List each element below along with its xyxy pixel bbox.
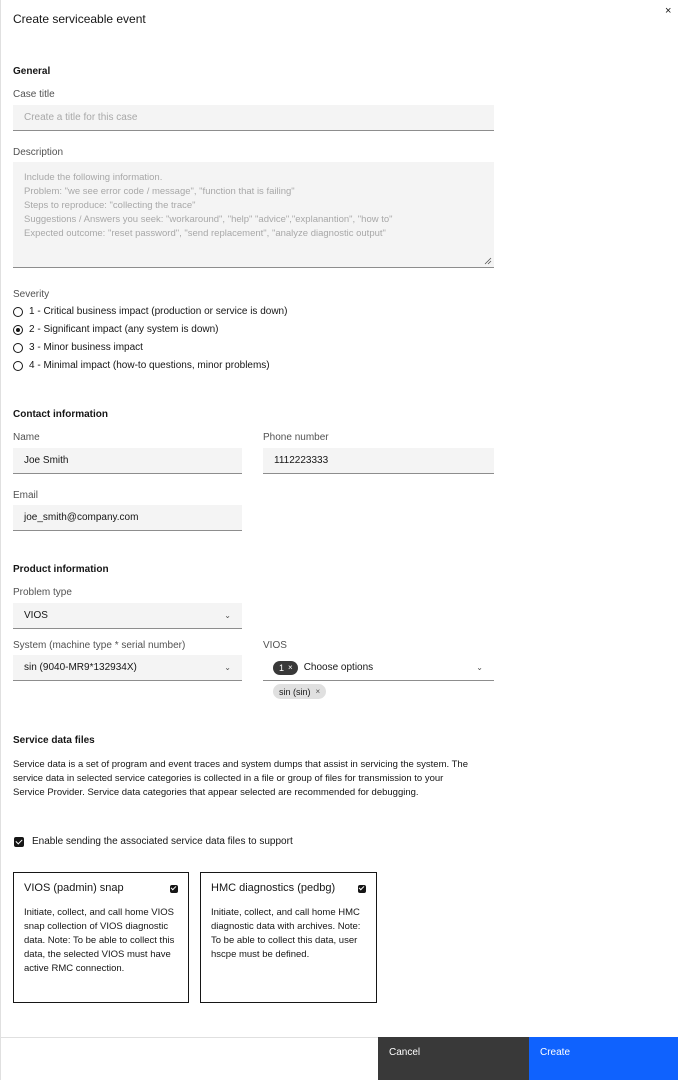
service-tile-vios-snap[interactable] <box>13 872 189 1003</box>
create-button[interactable]: Create <box>529 1037 678 1080</box>
service-tile-hmc-diagnostics[interactable] <box>200 872 377 1003</box>
footer-spacer <box>1 1037 378 1080</box>
description-label: Description <box>13 147 64 158</box>
phone-label: Phone number <box>263 432 329 443</box>
clear-selection-icon[interactable]: × <box>288 663 293 672</box>
severity-option-1[interactable] <box>13 306 287 317</box>
severity-option-label: 4 - Minimal impact (how-to questions, minor problems) <box>29 360 270 371</box>
radio-button[interactable] <box>13 307 23 317</box>
case-title-label: Case title <box>13 89 55 100</box>
radio-button[interactable] <box>13 343 23 353</box>
email-label: Email <box>13 490 39 501</box>
enable-service-data-checkbox-row[interactable] <box>14 836 293 847</box>
service-data-description: Service data is a set of program and event traces and system dumps that assist in servicing the system. The service data in selected service categories is collected in a file or group of files for transmission to your Service Provider. Service data categories that appear selected are recommended for debugging. <box>13 759 468 798</box>
vios-selected-tag <box>273 684 326 699</box>
severity-label: Severity <box>13 289 50 300</box>
system-value: sin (9040-MR9*132934X) <box>24 662 137 673</box>
contact-heading: Contact information <box>13 409 108 420</box>
problem-type-dropdown[interactable] <box>13 603 242 629</box>
email-input[interactable]: joe_smith@company.com <box>13 505 242 531</box>
tile-title: VIOS (padmin) snap <box>24 882 124 894</box>
vios-tag-label: sin (sin) <box>279 686 311 697</box>
enable-service-data-label: Enable sending the associated service data files to support <box>32 836 293 847</box>
product-heading: Product information <box>13 564 109 575</box>
tile-description: Initiate, collect, and call home HMC diagnostic data with archives. Note: To be able to collect this data, user hscpe must be defined. <box>211 907 361 960</box>
description-placeholder-line: Suggestions / Answers you seek: "workaround", "help" "advice","explanantion", "how to" <box>24 214 393 225</box>
radio-button-selected[interactable] <box>13 325 23 335</box>
description-textarea[interactable] <box>13 162 494 268</box>
description-placeholder-line: Steps to reproduce: "collecting the trace" <box>24 200 196 211</box>
chevron-down-icon: ⌄ <box>224 610 231 620</box>
severity-option-label: 1 - Critical business impact (production or service is down) <box>29 306 288 317</box>
vios-label: VIOS <box>263 640 287 651</box>
severity-option-label: 2 - Significant impact (any system is down) <box>29 324 219 335</box>
selected-count-tag[interactable] <box>273 661 298 675</box>
case-title-input[interactable] <box>13 105 494 131</box>
description-placeholder-line: Include the following information. <box>24 172 163 183</box>
severity-option-4[interactable] <box>13 360 270 371</box>
general-heading: General <box>13 66 51 77</box>
description-placeholder-line: Expected outcome: "reset password", "send replacement", "analyze diagnostic output" <box>24 228 386 239</box>
close-icon[interactable]: × <box>665 5 672 17</box>
vios-multiselect[interactable] <box>263 655 494 681</box>
tile-title: HMC diagnostics (pedbg) <box>211 882 336 894</box>
modal-title: Create serviceable event <box>13 12 146 26</box>
system-label: System (machine type * serial number) <box>13 640 186 651</box>
severity-option-label: 3 - Minor business impact <box>29 342 143 353</box>
system-dropdown[interactable] <box>13 655 242 681</box>
cancel-button[interactable]: Cancel <box>378 1037 529 1080</box>
resize-handle-icon[interactable] <box>484 257 492 265</box>
vios-placeholder: Choose options <box>303 662 374 673</box>
checkbox-checked-icon[interactable] <box>14 837 24 847</box>
selected-count: 1 <box>279 662 285 673</box>
chevron-down-icon: ⌄ <box>224 662 231 672</box>
radio-button[interactable] <box>13 361 23 371</box>
problem-type-value: VIOS <box>24 610 48 621</box>
tile-description: Initiate, collect, and call home VIOS snap collection of VIOS diagnostic data. Note: To be able to collect this data, the selected VIOS must have active RMC connection. <box>24 907 175 974</box>
severity-option-3[interactable] <box>13 342 143 353</box>
remove-tag-icon[interactable]: × <box>315 687 321 696</box>
modal-footer <box>1 1037 678 1080</box>
chevron-down-icon: ⌄ <box>476 662 483 672</box>
problem-type-label: Problem type <box>13 587 72 598</box>
name-label: Name <box>13 432 40 443</box>
severity-option-2[interactable] <box>13 324 219 335</box>
name-input[interactable]: Joe Smith <box>13 448 242 474</box>
case-title-placeholder: Create a title for this case <box>24 112 138 123</box>
description-placeholder-line: Problem: "we see error code / message", "function that is failing" <box>24 186 295 197</box>
service-data-heading: Service data files <box>13 735 95 746</box>
tile-checkbox-icon[interactable] <box>170 885 178 893</box>
phone-input[interactable]: 1112223333 <box>263 448 494 474</box>
tile-checkbox-icon[interactable] <box>358 885 366 893</box>
